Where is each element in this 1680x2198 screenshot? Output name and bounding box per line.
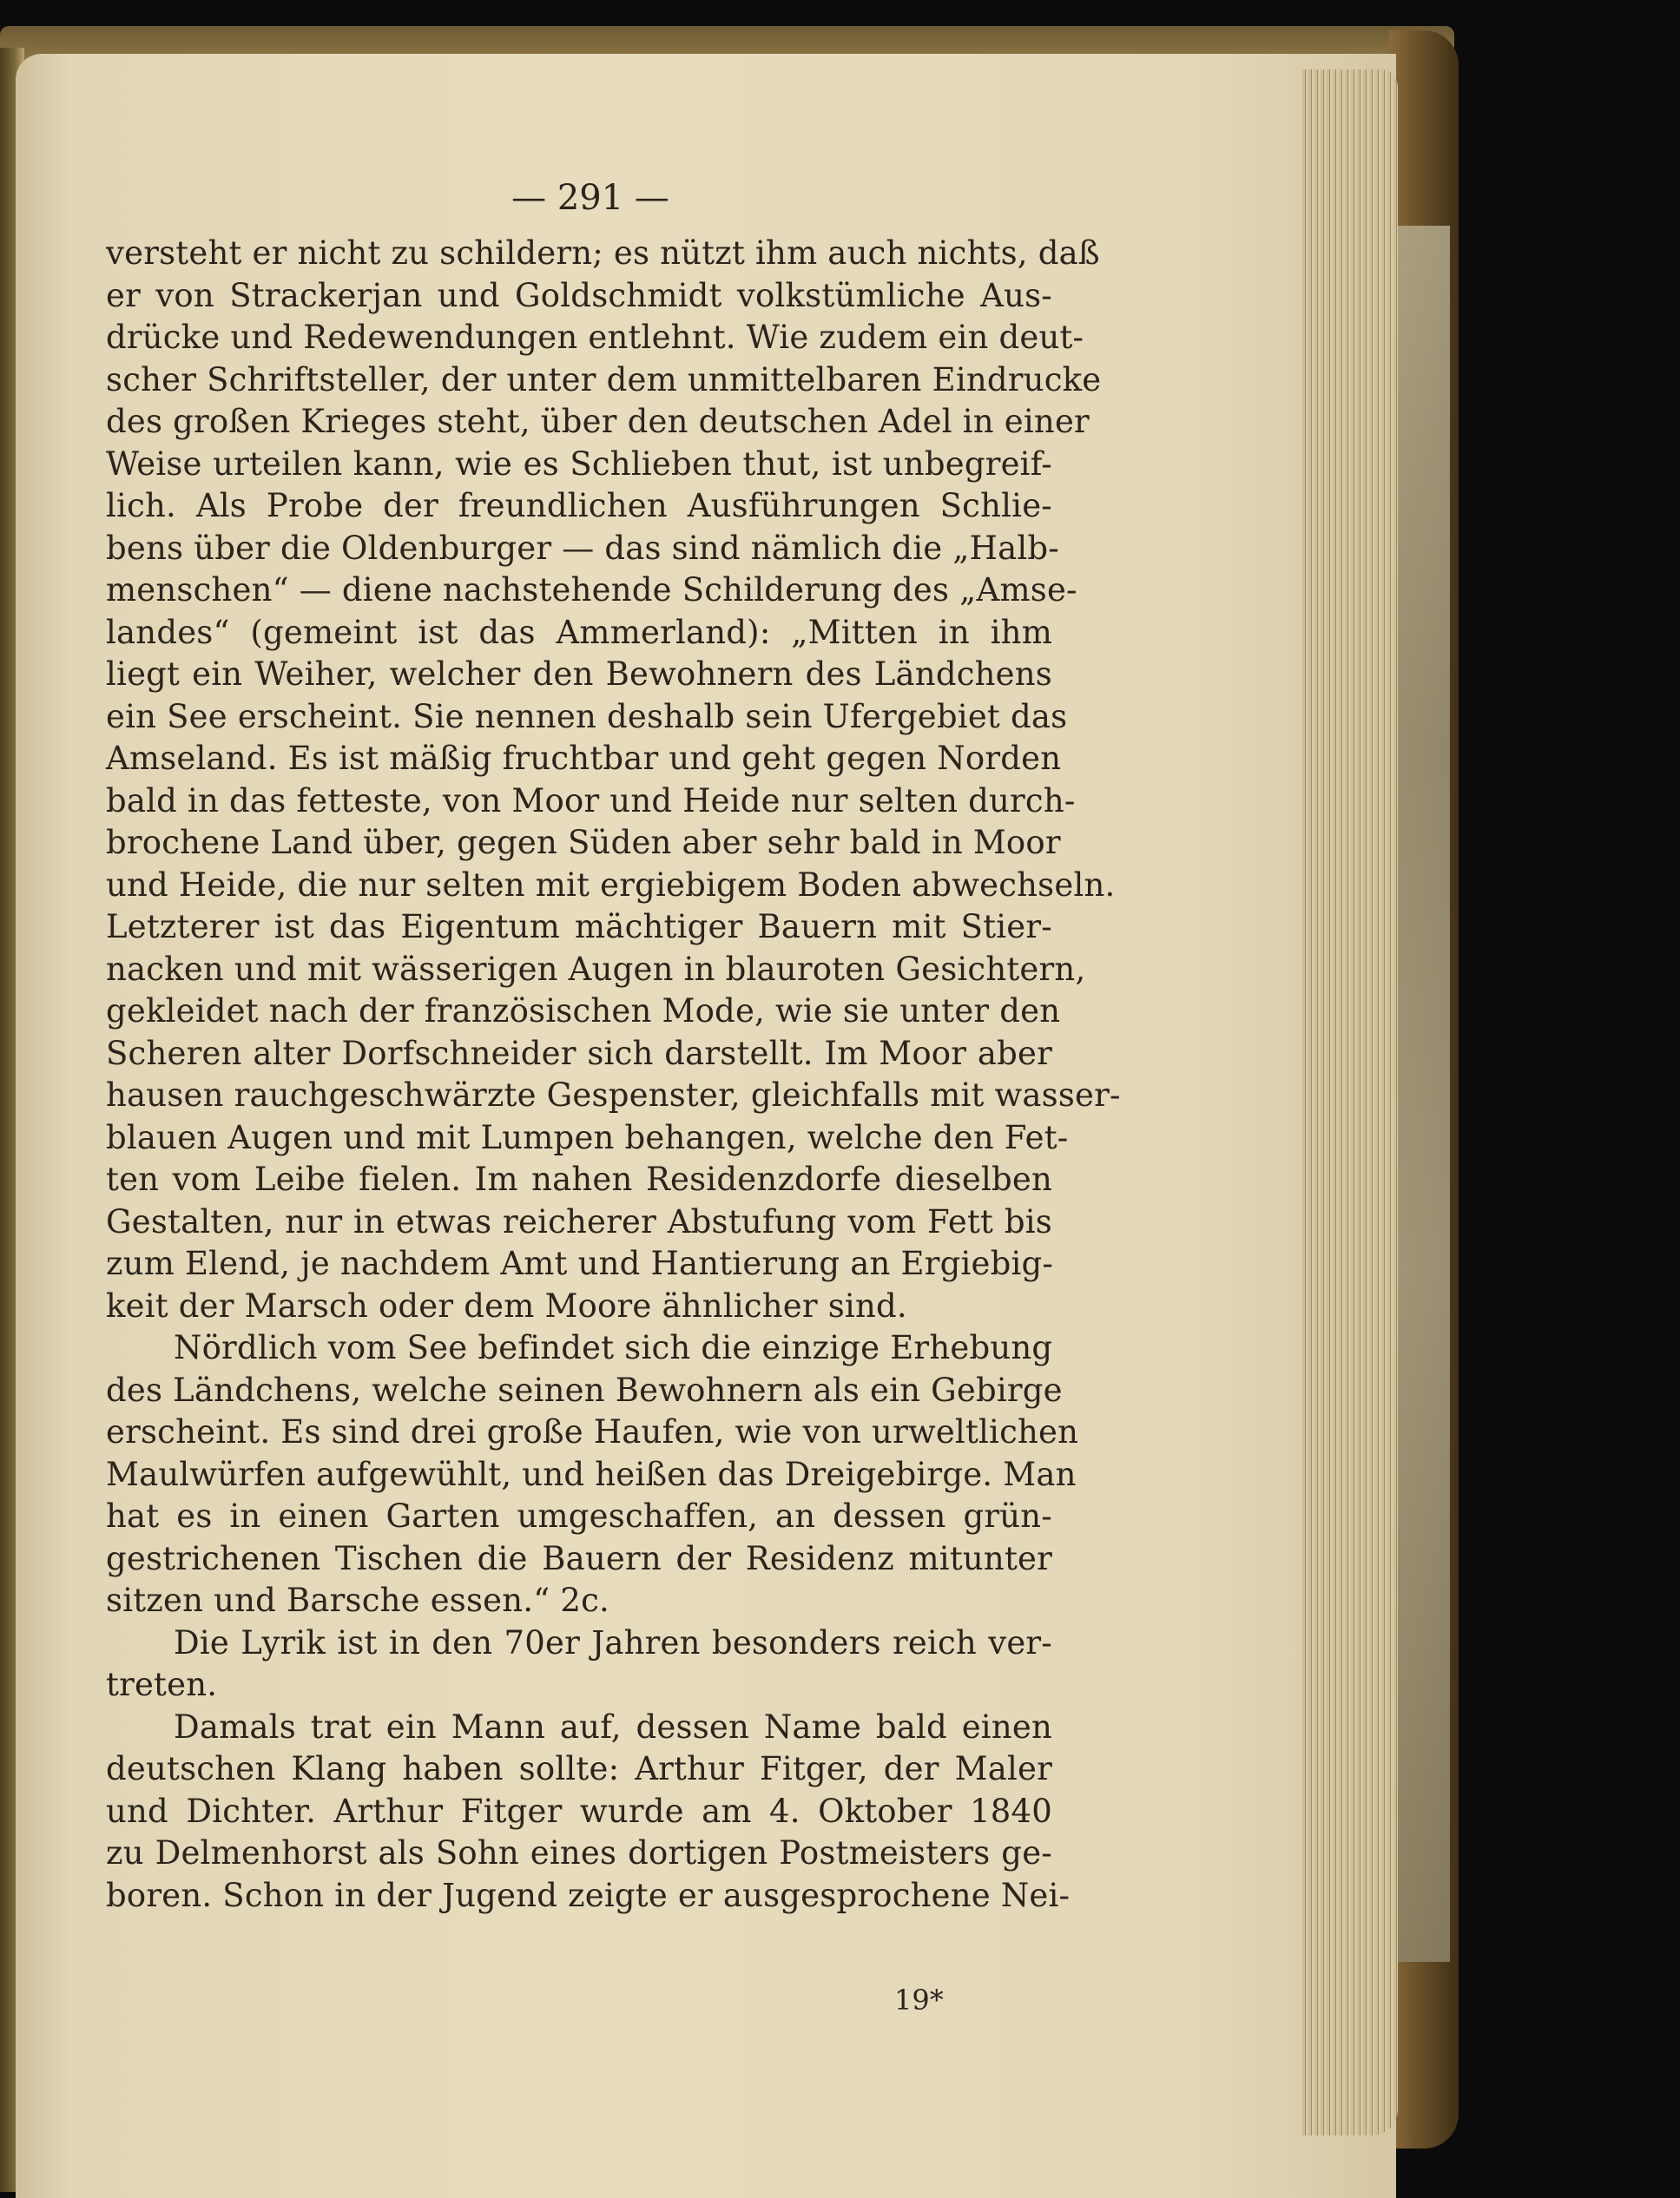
text-line: und Heide, die nur selten mit ergiebigem Boden abwechseln. xyxy=(106,865,1116,904)
text-line: Letzterer ist das Eigentum mächtiger Bauern mit Stier- xyxy=(106,908,1052,945)
text-line: deutschen Klang haben sollte: Arthur Fitger, der Maler xyxy=(106,1750,1052,1787)
text-line: des Ländchens, welche seinen Bewohnern als ein Gebirge xyxy=(106,1371,1063,1409)
text-line: hausen rauchgeschwärzte Gespenster, gleichfalls mit wasser- xyxy=(106,1076,1121,1114)
text-line: gestrichenen Tischen die Bauern der Residenz mitunter xyxy=(106,1539,1052,1577)
text-line: boren. Schon in der Jugend zeigte er ausgesprochene Nei- xyxy=(106,1876,1071,1914)
text-line: und Dichter. Arthur Fitger wurde am 4. Oktober 1840 xyxy=(106,1792,1052,1830)
text-line: liegt ein Weiher, welcher den Bewohnern des Ländchens xyxy=(106,655,1052,693)
text-line: Nördlich vom See befindet sich die einzige Erhebung xyxy=(174,1329,1053,1366)
text-line: landes“ (gemeint ist das Ammerland): „Mitten in ihm xyxy=(106,613,1052,651)
text-line: Scheren alter Dorfschneider sich darstellt. Im Moor aber xyxy=(106,1034,1052,1072)
text-line: bens über die Oldenburger — das sind nämlich die „Halb- xyxy=(106,529,1060,567)
text-line: zu Delmenhorst als Sohn eines dortigen Postmeisters ge- xyxy=(106,1834,1052,1872)
text-line: zum Elend, je nachdem Amt und Hantierung an Ergiebig- xyxy=(106,1245,1054,1282)
text-line: drücke und Redewendungen entlehnt. Wie zudem ein deut- xyxy=(106,319,1084,356)
body-text xyxy=(106,233,1121,1917)
text-line: hat es in einen Garten umgeschaffen, an dessen grün- xyxy=(106,1497,1052,1535)
text-line: Die Lyrik ist in den 70er Jahren besonders reich ver- xyxy=(174,1623,1052,1662)
marbled-endpaper xyxy=(1398,226,1450,1962)
text-line: ten vom Leibe fielen. Im nahen Residenzdorfe dieselben xyxy=(106,1161,1052,1198)
text-line: ein See erscheint. Sie nennen deshalb sein Ufergebiet das xyxy=(106,697,1068,735)
text-line: lich. Als Probe der freundlichen Ausführungen Schlie- xyxy=(106,487,1052,524)
text-line: brochene Land über, gegen Süden aber sehr bald in Moor xyxy=(106,824,1061,861)
text-line: er von Strackerjan und Goldschmidt volkstümliche Aus- xyxy=(106,276,1052,314)
text-line: versteht er nicht zu schildern; es nützt ihm auch nichts, daß xyxy=(106,234,1100,272)
text-line: Gestalten, nur in etwas reicherer Abstufung vom Fett bis xyxy=(106,1202,1052,1240)
page-header: — 291 — xyxy=(511,178,669,218)
text-line: nacken und mit wässerigen Augen in blauroten Gesichtern, xyxy=(106,950,1086,988)
text-line: scher Schriftsteller, der unter dem unmittelbaren Eindrucke xyxy=(106,360,1102,398)
page-fore-edges xyxy=(1302,69,1398,2135)
text-line: Weise urteilen kann, wie es Schlieben thut, ist unbegreif- xyxy=(106,444,1052,483)
signature-mark: 19* xyxy=(894,1984,944,2017)
text-line: sitzen und Barsche essen.“ 2c. xyxy=(106,1582,609,1619)
text-line: Amseland. Es ist mäßig fruchtbar und geht gegen Norden xyxy=(106,740,1062,777)
text-line: blauen Augen und mit Lumpen behangen, welche den Fet- xyxy=(106,1118,1069,1156)
text-line: Damals trat ein Mann auf, dessen Name bald einen xyxy=(174,1708,1052,1746)
text-line: erscheint. Es sind drei große Haufen, wie von urweltlichen xyxy=(106,1413,1079,1451)
text-line: Maulwürfen aufgewühlt, und heißen das Dreigebirge. Man xyxy=(106,1455,1077,1493)
text-line: des großen Krieges steht, über den deutschen Adel in einer xyxy=(106,403,1090,440)
text-line: treten. xyxy=(106,1666,218,1703)
text-line: bald in das fetteste, von Moor und Heide nur selten durch- xyxy=(106,781,1076,819)
text-line: gekleidet nach der französischen Mode, wie sie unter den xyxy=(106,992,1061,1030)
text-line: keit der Marsch oder dem Moore ähnlicher sind. xyxy=(106,1287,907,1325)
text-line: menschen“ — diene nachstehende Schilderung des „Amse- xyxy=(106,571,1077,609)
